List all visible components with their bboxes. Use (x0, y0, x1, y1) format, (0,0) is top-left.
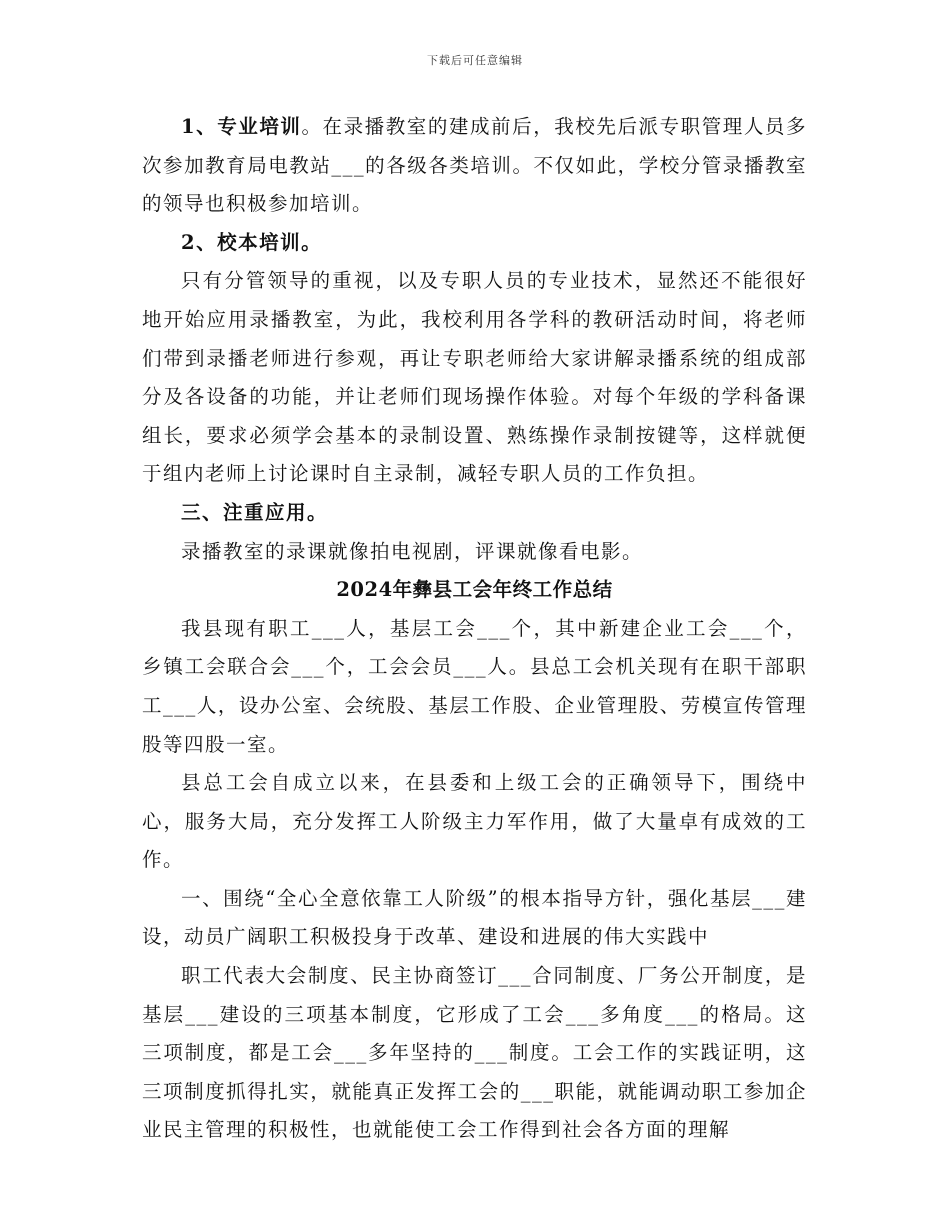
paragraph-application: 录播教室的录课就像拍电视剧，评课就像看电影。 (181, 539, 644, 563)
heading-school-training: 2、校本培训。 (181, 230, 323, 254)
paragraph-union-history: 县总工会自成立以来，在县委和上级工会的正确领导下，围绕中心，服务大局，充分发挥工人阶级主力军作用，做了大量卓有成效的工作。 (142, 771, 807, 872)
document-body (142, 108, 807, 1150)
page-header: 下载后可任意编辑 (427, 54, 523, 67)
heading-focus-application: 三、注重应用。 (181, 500, 329, 524)
heading-professional-training: 1、专业培训 (181, 115, 302, 138)
paragraph-text: 。在录播教室的建成前后，我校先后派专职管理人员多次参加教育局电教站___的各级各类培训。不仅如此，学校分管录播教室的领导也积极参加培训。 (142, 115, 807, 216)
paragraph-school-training: 只有分管领导的重视，以及专职人员的专业技术，显然还不能很好地开始应用录播教室，为此，我校利用各学科的教研活动时间，将老师们带到录播老师进行参观，再让专职老师给大家讲解录播系统的组成部分及各设备的功能，并让老师们现场操作体验。对每个年级的学科备课组长，要求必须学会基本的录制设置、熟练操作录制按键等，这样就便于组内老师上讨论课时自主录制，减轻专职人员的工作负担。 (142, 269, 807, 486)
paragraph-three-systems: 职工代表大会制度、民主协商签订___合同制度、厂务公开制度，是基层___建设的三项基本制度，它形成了工会___多角度___的格局。这三项制度，都是工会___多年坚持的___制度。工会工作的实践证明，这三项制度抓得扎实，就能真正发挥工会的___职能，就能调动职工参加企业民主管理的积极性，也就能使工会工作得到社会各方面的理解 (142, 964, 807, 1142)
paragraph-union-overview: 我县现有职工___人，基层工会___个，其中新建企业工会___个，乡镇工会联合会___个，工会会员___人。县总工会机关现有在职干部职工___人，设办公室、会统股、基层工作股、企业管理股、劳模宣传管理股等四股一室。 (142, 616, 807, 756)
paragraph-section-one: 一、围绕“全心全意依靠工人阶级”的根本指导方针，强化基层___建设，动员广阔职工积极投身于改革、建设和进展的伟大实践中 (142, 886, 807, 949)
document-title: 2024年彝县工会年终工作总结 (336, 578, 613, 602)
paragraph-professional-training (142, 108, 807, 224)
